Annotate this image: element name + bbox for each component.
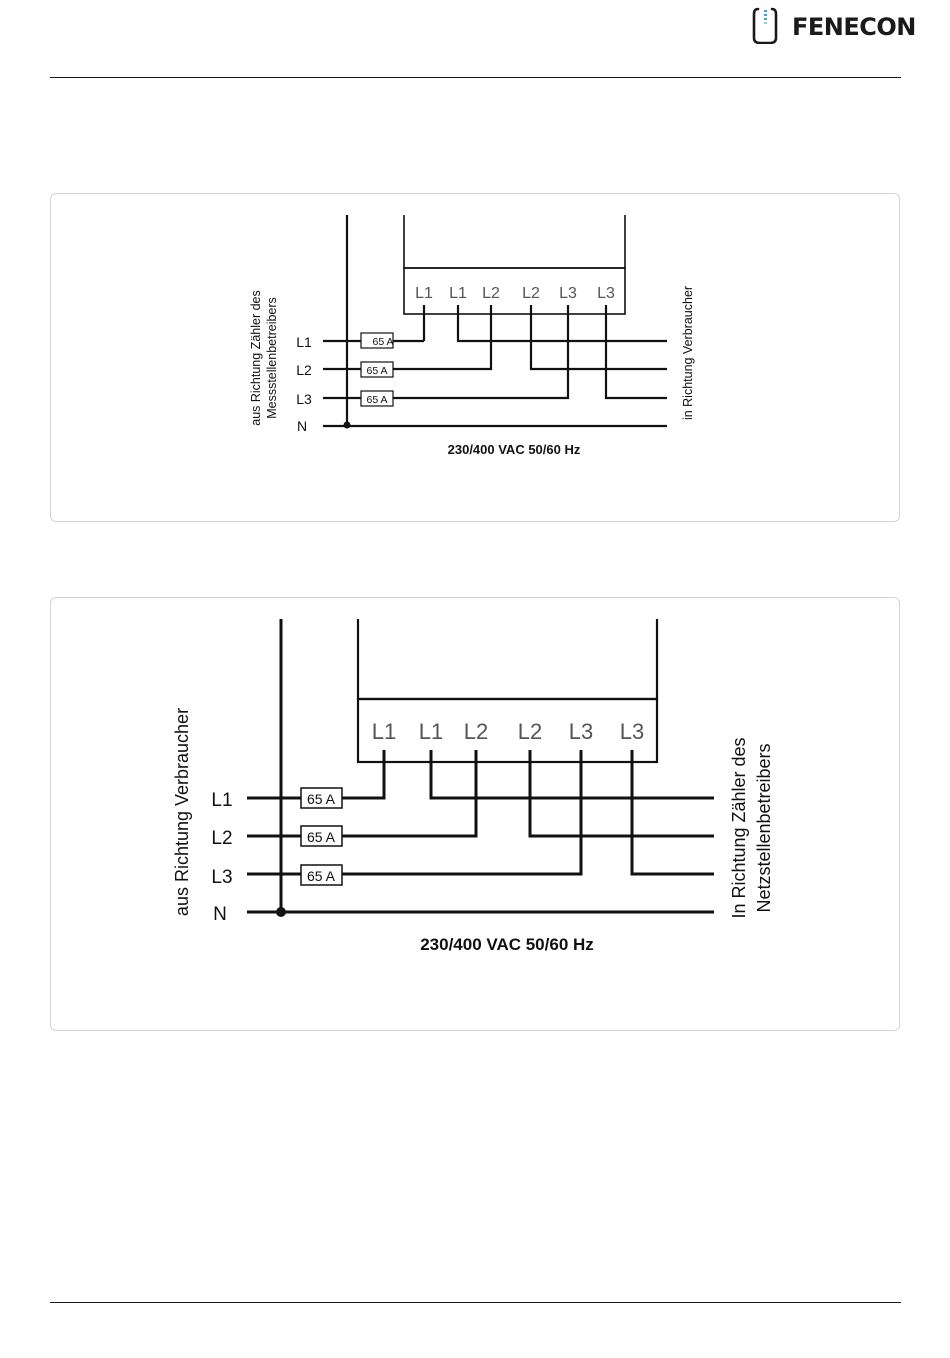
neutral-junction xyxy=(344,422,351,429)
brand-name: FENECON xyxy=(792,13,916,41)
terminal-label: L3 xyxy=(619,719,645,744)
terminal-label: L2 xyxy=(522,285,540,302)
meter-terminal-block xyxy=(358,699,657,762)
terminal-label: L1 xyxy=(415,285,433,302)
right-caption: in Richtung Verbraucher xyxy=(681,285,695,421)
fenecon-logo xyxy=(748,4,916,48)
wiring-diagram-1-svg xyxy=(51,194,901,523)
line-label: L1 xyxy=(296,334,312,350)
terminal-label: L2 xyxy=(463,719,489,744)
header-divider xyxy=(50,77,901,78)
logo-icon xyxy=(752,6,778,44)
fuse-label: 65 A xyxy=(366,365,388,377)
left-caption: aus Richtung Verbraucher xyxy=(172,707,192,917)
footer-divider xyxy=(50,1302,901,1303)
fuse-label: 65 A xyxy=(372,336,394,348)
left-caption: Messstellenbetreibers xyxy=(265,297,279,419)
meter-housing xyxy=(358,619,657,699)
line-label: L1 xyxy=(211,790,233,811)
terminal-label: L3 xyxy=(559,285,577,302)
voltage-label: 230/400 VAC 50/60 Hz xyxy=(420,935,594,954)
line-label: L3 xyxy=(211,867,233,888)
terminal-label: L2 xyxy=(482,285,500,302)
left-caption: aus Richtung Zähler des xyxy=(249,290,263,426)
voltage-label: 230/400 VAC 50/60 Hz xyxy=(447,442,581,457)
wiring-diagram-2 xyxy=(50,597,900,1031)
fuse-label: 65 A xyxy=(306,791,336,807)
fuse-label: 65 A xyxy=(306,829,336,845)
right-caption: In Richtung Zähler des xyxy=(729,737,749,919)
terminal-label: L2 xyxy=(517,719,543,744)
terminal-label: L1 xyxy=(449,285,467,302)
line-label: N xyxy=(213,904,227,925)
right-caption: Netzstellenbetreibers xyxy=(754,743,774,913)
terminal-label: L1 xyxy=(371,719,397,744)
terminal-label: L3 xyxy=(597,285,615,302)
fuse-label: 65 A xyxy=(306,868,336,884)
meter-terminal-block xyxy=(404,268,625,314)
meter-housing xyxy=(404,215,625,268)
wiring-diagram-2-svg xyxy=(51,598,901,1032)
terminal-label: L3 xyxy=(568,719,594,744)
wiring-diagram-1 xyxy=(50,193,900,522)
fuse-label: 65 A xyxy=(366,394,388,406)
neutral-junction xyxy=(276,907,286,917)
line-label: L2 xyxy=(211,828,233,849)
line-label: L2 xyxy=(296,362,312,378)
terminal-label: L1 xyxy=(418,719,444,744)
line-label: L3 xyxy=(296,391,312,407)
line-label: N xyxy=(296,418,308,434)
